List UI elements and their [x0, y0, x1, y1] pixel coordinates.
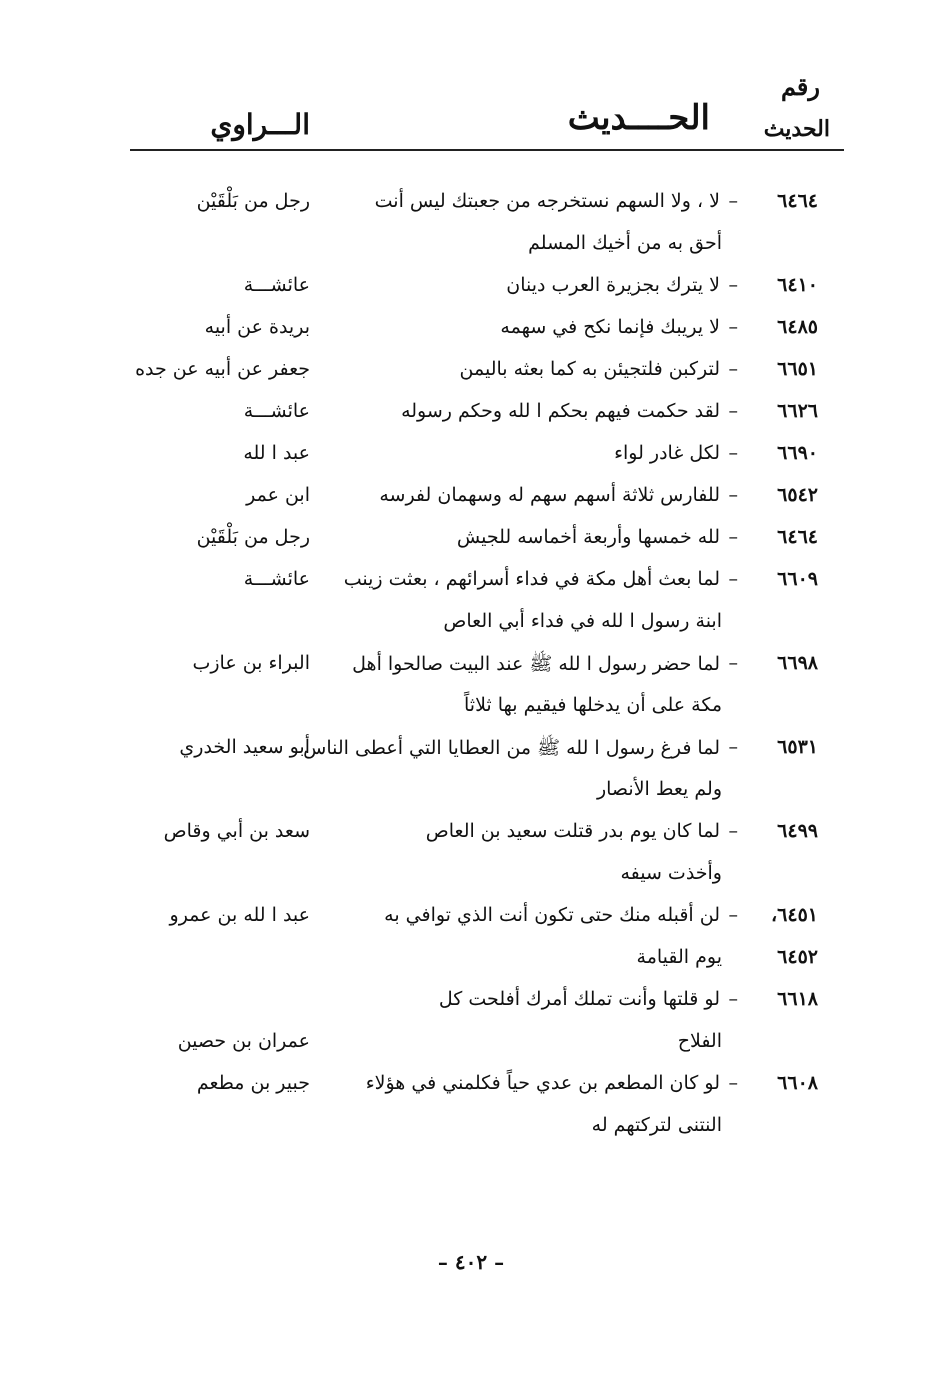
hadith-number: ٦٦٥١ [777, 358, 818, 380]
hadith-text: مكة على أن يدخلها فيقيم بها ثلاثاً [464, 694, 722, 716]
narrator: بريدة عن أبيه [204, 316, 310, 338]
entry-dash: – [728, 442, 738, 464]
entry-dash: – [728, 820, 738, 842]
hadith-number: ٦٤٨٥ [777, 316, 818, 338]
hadith-text: أحق به من أخيك المسلم [528, 232, 722, 254]
index-row-continuation [0, 1108, 942, 1148]
index-row-continuation [0, 688, 942, 728]
index-row [0, 562, 942, 602]
header-divider [130, 149, 844, 151]
entry-dash: – [728, 400, 738, 422]
entry-dash: – [728, 904, 738, 926]
hadith-number: ٦٦٩٠ [777, 442, 818, 464]
index-row [0, 352, 942, 392]
index-row [0, 436, 942, 476]
hadith-text: لتركبن فلتجيئن به كما بعثه باليمن [459, 358, 720, 380]
entry-dash: – [728, 526, 738, 548]
entry-dash: – [728, 568, 738, 590]
hadith-number: ٦٤٦٤ [777, 190, 818, 212]
narrator: جبير بن مطعم [196, 1072, 310, 1094]
hadith-text: لكل غادر لواء [614, 442, 720, 464]
hadith-number: ٦٤٥١، [771, 904, 818, 926]
hadith-text: لله خمسها وأربعة أخماسه للجيش [456, 526, 720, 548]
index-row [0, 520, 942, 560]
hadith-number: ٦٦٠٩ [777, 568, 818, 590]
hadith-text: لا يترك بجزيرة العرب دينان [506, 274, 720, 296]
entry-dash: – [728, 358, 738, 380]
index-row-continuation [0, 856, 942, 896]
hadith-number: ٦٤٥٢ [777, 946, 818, 968]
entry-dash: – [728, 484, 738, 506]
index-row-continuation [0, 1024, 942, 1064]
entry-dash: – [728, 736, 738, 758]
index-row [0, 898, 942, 938]
hadith-number: ٦٦١٨ [777, 988, 818, 1010]
index-row [0, 1066, 942, 1106]
narrator: عائشـــة [243, 400, 310, 422]
hadith-text: لما فرغ رسول ا لله ﷺ من العطايا التي أعطى الناس [303, 737, 720, 759]
hadith-text: الفلاح [677, 1030, 722, 1052]
hadith-text: لو قلتها وأنت تملك أمرك أفلحت كل [438, 988, 720, 1010]
hadith-number: ٦٤٦٤ [777, 526, 818, 548]
narrator: سعد بن أبي وقاص [163, 820, 310, 842]
hadith-text: لن أقبله منك حتى تكون أنت الذي توافي به [384, 904, 720, 926]
header-number-label-line2: الحديث [763, 116, 830, 142]
index-row [0, 982, 942, 1022]
entry-dash: – [728, 988, 738, 1010]
narrator: جعفر عن أبيه عن جده [135, 358, 310, 380]
index-row-continuation [0, 604, 942, 644]
entry-dash: – [728, 274, 738, 296]
header-number-label: رقم [780, 72, 820, 101]
hadith-text: وأخذت سيفه [620, 862, 722, 884]
page-number: – ٤٠٢ – [437, 1250, 505, 1274]
hadith-number: ٦٦٢٦ [777, 400, 818, 422]
hadith-text: لما كان يوم بدر قتلت سعيد بن العاص [425, 820, 720, 842]
narrator: عائشـــة [243, 274, 310, 296]
index-row [0, 646, 942, 686]
index-row [0, 478, 942, 518]
hadith-number: ٦٤١٠ [777, 274, 818, 296]
hadith-number: ٦٦٩٨ [777, 652, 818, 674]
index-row [0, 184, 942, 224]
entry-dash: – [728, 652, 738, 674]
header-hadith-label: الحــــديث [567, 98, 710, 138]
index-row [0, 310, 942, 350]
index-row [0, 814, 942, 854]
index-row [0, 730, 942, 770]
hadith-number: ٦٤٩٩ [777, 820, 818, 842]
index-row [0, 394, 942, 434]
hadith-text: ابنة رسول ا لله في فداء أبي العاص [443, 610, 722, 632]
hadith-text: يوم القيامة [636, 946, 722, 968]
narrator: رجل من بَلْقَيْن [196, 190, 310, 212]
narrator: عائشـــة [243, 568, 310, 590]
hadith-text: النتنى لتركتهم له [591, 1114, 722, 1136]
narrator: أبو سعيد الخدري [179, 736, 310, 758]
header-narrator-label: الـــراوي [210, 108, 310, 141]
narrator: عبد ا لله [243, 442, 310, 464]
narrator: عبد ا لله بن عمرو [169, 904, 310, 926]
narrator: البراء بن عازب [192, 652, 310, 674]
hadith-number: ٦٦٠٨ [777, 1072, 818, 1094]
hadith-text: لو كان المطعم بن عدي حياً فكلمني في هؤلاء [365, 1072, 720, 1094]
entry-dash: – [728, 1072, 738, 1094]
hadith-text: لما بعث أهل مكة في فداء أسرائهم ، بعثت زينب [343, 568, 720, 590]
index-row-continuation [0, 772, 942, 812]
hadith-text: لما حضر رسول ا لله ﷺ عند البيت صالحوا أهل [352, 653, 720, 675]
hadith-text: ولم يعط الأنصار [596, 778, 722, 800]
narrator: رجل من بَلْقَيْن [196, 526, 310, 548]
hadith-text: لا يريبك فإنما نكح في سهمه [500, 316, 720, 338]
hadith-text: للفارس ثلاثة أسهم سهم له وسهمان لفرسه [379, 484, 720, 506]
hadith-number: ٦٥٤٢ [777, 484, 818, 506]
entry-dash: – [728, 316, 738, 338]
hadith-text: لقد حكمت فيهم بحكم ا لله وحكم رسوله [401, 400, 720, 422]
index-row [0, 268, 942, 308]
index-row-continuation [0, 940, 942, 980]
narrator: عمران بن حصين [177, 1030, 310, 1052]
entry-dash: – [728, 190, 738, 212]
hadith-number: ٦٥٣١ [777, 736, 818, 758]
hadith-text: لا ، ولا السهم نستخرجه من جعبتك ليس أنت [374, 190, 720, 212]
narrator: ابن عمر [246, 484, 310, 506]
index-row-continuation [0, 226, 942, 266]
